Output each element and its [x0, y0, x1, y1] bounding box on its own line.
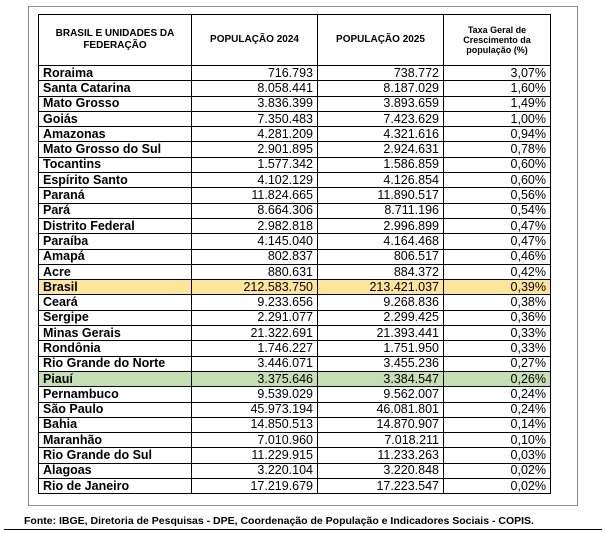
- growth-rate-cell: 1,49%: [444, 96, 551, 111]
- population-2025-cell: 806.517: [318, 249, 444, 264]
- population-2024-cell: 3.220.104: [192, 463, 318, 478]
- state-cell: Tocantins: [39, 157, 192, 172]
- table-row: [39, 295, 551, 310]
- population-2025-cell: 46.081.801: [318, 402, 444, 417]
- growth-rate-cell: 0,36%: [444, 310, 551, 325]
- table-row: [39, 402, 551, 417]
- population-2024-cell: 716.793: [192, 66, 318, 81]
- growth-rate-cell: 0,38%: [444, 295, 551, 310]
- state-cell: Bahia: [39, 417, 192, 432]
- table-row: [39, 310, 551, 325]
- table-header-row: [39, 15, 551, 66]
- table-row: [39, 188, 551, 203]
- population-2024-cell: 8.664.306: [192, 203, 318, 218]
- state-cell: Rondônia: [39, 341, 192, 356]
- growth-rate-cell: 0,42%: [444, 264, 551, 279]
- population-2024-cell: 4.145.040: [192, 234, 318, 249]
- table-row: [39, 448, 551, 463]
- growth-rate-cell: 0,56%: [444, 188, 551, 203]
- growth-rate-cell: 0,14%: [444, 417, 551, 432]
- growth-rate-cell: 0,39%: [444, 280, 551, 295]
- population-2025-cell: 8.711.196: [318, 203, 444, 218]
- population-2025-cell: 3.384.547: [318, 371, 444, 386]
- population-2024-cell: 880.631: [192, 264, 318, 279]
- growth-rate-cell: 1,60%: [444, 81, 551, 96]
- population-2025-cell: 884.372: [318, 264, 444, 279]
- table-row: [39, 326, 551, 341]
- population-2024-cell: 9.539.029: [192, 387, 318, 402]
- population-2025-cell: 17.223.547: [318, 479, 444, 494]
- state-cell: Espírito Santo: [39, 173, 192, 188]
- population-2025-cell: 9.562.007: [318, 387, 444, 402]
- growth-rate-cell: 0,60%: [444, 173, 551, 188]
- table-row: [39, 173, 551, 188]
- growth-rate-cell: 3,07%: [444, 66, 551, 81]
- state-cell: Goiás: [39, 111, 192, 126]
- table-row: [39, 387, 551, 402]
- state-cell: Acre: [39, 264, 192, 279]
- table-row: [39, 203, 551, 218]
- population-2025-cell: 9.268.836: [318, 295, 444, 310]
- population-2024-cell: 3.375.646: [192, 371, 318, 386]
- population-2025-cell: 8.187.029: [318, 81, 444, 96]
- growth-rate-cell: 0,47%: [444, 234, 551, 249]
- table-body: [39, 66, 551, 494]
- population-2025-cell: 4.321.616: [318, 127, 444, 142]
- population-2024-cell: 9.233.656: [192, 295, 318, 310]
- bottom-divider: [4, 529, 602, 530]
- population-2025-cell: 213.421.037: [318, 280, 444, 295]
- state-cell: Minas Gerais: [39, 326, 192, 341]
- population-2025-cell: 21.393.441: [318, 326, 444, 341]
- header-state: BRASIL E UNIDADES DA FEDERAÇÃO: [39, 15, 192, 66]
- population-2024-cell: 4.102.129: [192, 173, 318, 188]
- table-row: [39, 157, 551, 172]
- population-2024-cell: 21.322.691: [192, 326, 318, 341]
- table-row: [39, 249, 551, 264]
- header-growth-rate: Taxa Geral de Crescimento da população (%): [444, 15, 551, 66]
- population-2024-cell: 1.577.342: [192, 157, 318, 172]
- population-2024-cell: 2.291.077: [192, 310, 318, 325]
- population-2024-cell: 1.746.227: [192, 341, 318, 356]
- population-2024-cell: 2.982.818: [192, 218, 318, 233]
- state-cell: Ceará: [39, 295, 192, 310]
- state-cell: Mato Grosso do Sul: [39, 142, 192, 157]
- growth-rate-cell: 0,24%: [444, 387, 551, 402]
- state-cell: Paraíba: [39, 234, 192, 249]
- population-2025-cell: 11.233.263: [318, 448, 444, 463]
- population-2024-cell: 212.583.750: [192, 280, 318, 295]
- state-cell: Alagoas: [39, 463, 192, 478]
- table-row: [39, 341, 551, 356]
- growth-rate-cell: 0,46%: [444, 249, 551, 264]
- population-table: [38, 14, 551, 494]
- state-cell: Pará: [39, 203, 192, 218]
- state-cell: São Paulo: [39, 402, 192, 417]
- table-row: [39, 433, 551, 448]
- growth-rate-cell: 0,94%: [444, 127, 551, 142]
- growth-rate-cell: 0,78%: [444, 142, 551, 157]
- population-2024-cell: 11.229.915: [192, 448, 318, 463]
- population-2024-cell: 14.850.513: [192, 417, 318, 432]
- state-cell: Piauí: [39, 371, 192, 386]
- table-row: [39, 280, 551, 295]
- growth-rate-cell: 0,24%: [444, 402, 551, 417]
- population-2025-cell: 3.220.848: [318, 463, 444, 478]
- population-2025-cell: 7.423.629: [318, 111, 444, 126]
- table-row: [39, 96, 551, 111]
- population-2024-cell: 7.350.483: [192, 111, 318, 126]
- table-row: [39, 66, 551, 81]
- population-2025-cell: 2.924.631: [318, 142, 444, 157]
- growth-rate-cell: 0,33%: [444, 326, 551, 341]
- population-2024-cell: 2.901.895: [192, 142, 318, 157]
- table-row: [39, 81, 551, 96]
- table-row: [39, 264, 551, 279]
- growth-rate-cell: 0,02%: [444, 463, 551, 478]
- population-2025-cell: 4.126.854: [318, 173, 444, 188]
- population-2024-cell: 3.446.071: [192, 356, 318, 371]
- growth-rate-cell: 0,33%: [444, 341, 551, 356]
- growth-rate-cell: 0,47%: [444, 218, 551, 233]
- population-2024-cell: 802.837: [192, 249, 318, 264]
- population-2024-cell: 17.219.679: [192, 479, 318, 494]
- table-row: [39, 479, 551, 494]
- table-row: [39, 371, 551, 386]
- state-cell: Mato Grosso: [39, 96, 192, 111]
- growth-rate-cell: 0,27%: [444, 356, 551, 371]
- state-cell: Rio Grande do Sul: [39, 448, 192, 463]
- growth-rate-cell: 0,10%: [444, 433, 551, 448]
- growth-rate-cell: 0,02%: [444, 479, 551, 494]
- population-2025-cell: 14.870.907: [318, 417, 444, 432]
- population-2025-cell: 4.164.468: [318, 234, 444, 249]
- state-cell: Paraná: [39, 188, 192, 203]
- state-cell: Santa Catarina: [39, 81, 192, 96]
- state-cell: Maranhão: [39, 433, 192, 448]
- growth-rate-cell: 0,54%: [444, 203, 551, 218]
- state-cell: Amazonas: [39, 127, 192, 142]
- population-2024-cell: 7.010.960: [192, 433, 318, 448]
- population-2024-cell: 4.281.209: [192, 127, 318, 142]
- population-2024-cell: 8.058.441: [192, 81, 318, 96]
- table-row: [39, 463, 551, 478]
- state-cell: Sergipe: [39, 310, 192, 325]
- state-cell: Pernambuco: [39, 387, 192, 402]
- population-2024-cell: 45.973.194: [192, 402, 318, 417]
- population-2024-cell: 11.824.665: [192, 188, 318, 203]
- state-cell: Rio de Janeiro: [39, 479, 192, 494]
- state-cell: Amapá: [39, 249, 192, 264]
- table-row: [39, 417, 551, 432]
- state-cell: Rio Grande do Norte: [39, 356, 192, 371]
- population-2024-cell: 3.836.399: [192, 96, 318, 111]
- growth-rate-cell: 0,03%: [444, 448, 551, 463]
- table-row: [39, 142, 551, 157]
- growth-rate-cell: 0,60%: [444, 157, 551, 172]
- table-row: [39, 127, 551, 142]
- population-2025-cell: 3.455.236: [318, 356, 444, 371]
- population-2025-cell: 3.893.659: [318, 96, 444, 111]
- population-2025-cell: 2.996.899: [318, 218, 444, 233]
- population-2025-cell: 2.299.425: [318, 310, 444, 325]
- population-2025-cell: 7.018.211: [318, 433, 444, 448]
- source-note: Fonte: IBGE, Diretoria de Pesquisas - DPE, Coordenação de População e Indicadores Sociais - COPIS.: [24, 515, 534, 527]
- table-row: [39, 234, 551, 249]
- population-2025-cell: 1.751.950: [318, 341, 444, 356]
- growth-rate-cell: 1,00%: [444, 111, 551, 126]
- state-cell: Brasil: [39, 280, 192, 295]
- table-row: [39, 111, 551, 126]
- header-population-2025: POPULAÇÃO 2025: [318, 15, 444, 66]
- growth-rate-cell: 0,26%: [444, 371, 551, 386]
- state-cell: Distrito Federal: [39, 218, 192, 233]
- table-row: [39, 356, 551, 371]
- table-row: [39, 218, 551, 233]
- header-population-2024: POPULAÇÃO 2024: [192, 15, 318, 66]
- state-cell: Roraima: [39, 66, 192, 81]
- population-2025-cell: 11.890.517: [318, 188, 444, 203]
- population-2025-cell: 1.586.859: [318, 157, 444, 172]
- population-2025-cell: 738.772: [318, 66, 444, 81]
